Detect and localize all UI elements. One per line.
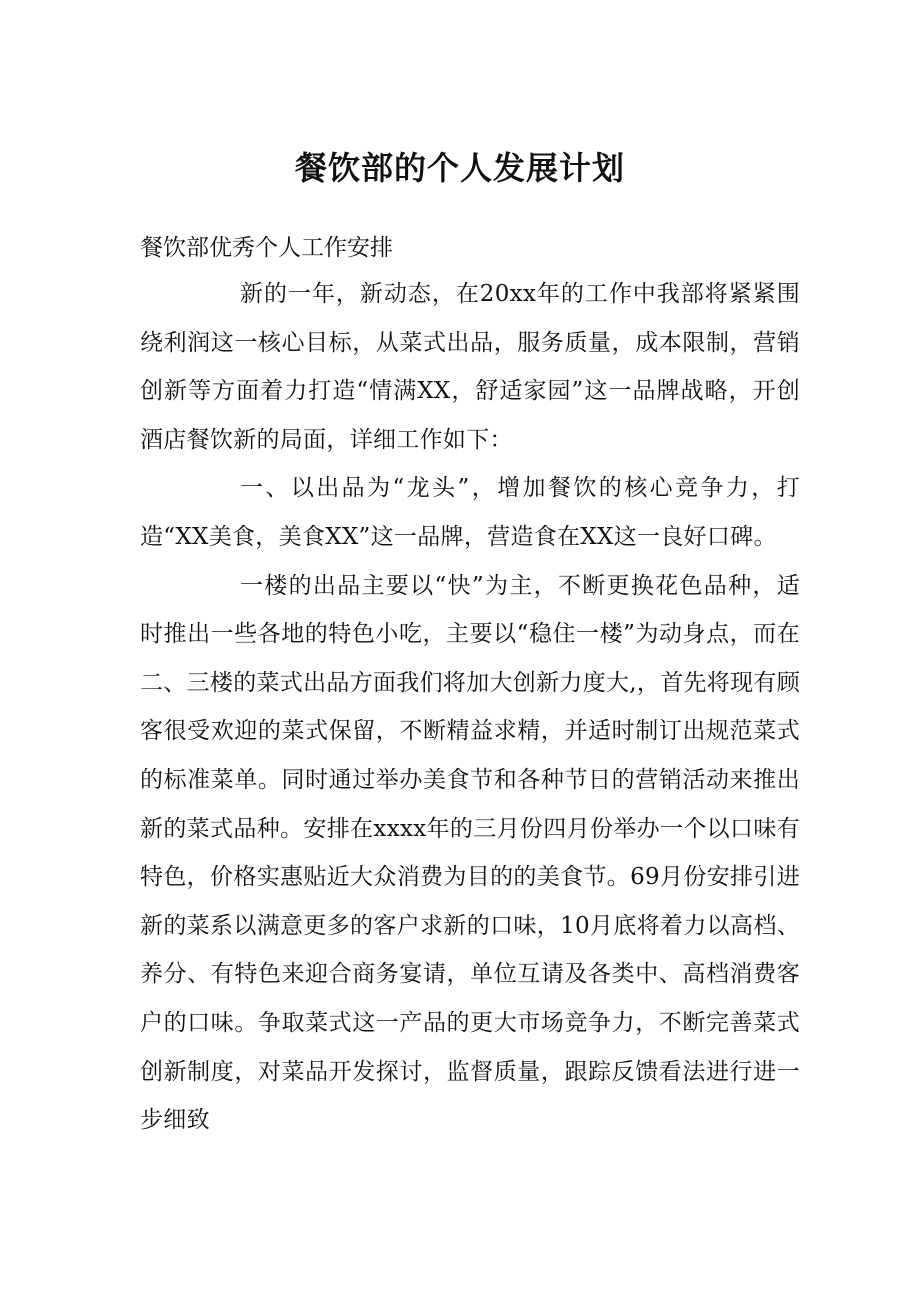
paragraph-section-one: 一、以出品为“龙头”，增加餐饮的核心竞争力，打造“XX美食，美食XX”这一品牌，营造食在XX这一良好口碑。	[140, 475, 800, 550]
document-subtitle: 餐饮部优秀个人工作安排	[140, 235, 393, 261]
paragraph-first-floor: 一楼的出品主要以“快”为主，不断更换花色品种，适时推出一些各地的特色小吃，主要以“稳住一楼”为动身点，而在二、三楼的菜式出品方面我们将加大创新力度大,，首先将现有顾客很受欢迎的菜式保留，不断精益求精，并适时制订出规范菜式的标准菜单。同时通过举办美食节和各种节日的营销活动来推出新的菜式品种。安排在xxxx年的三月份四月份举办一个以口味有特色，价格实惠贴近大众消费为目的的美食节。69月份安排引进新的菜系以满意更多的客户求新的口味，10月底将着力以高档、养分、有特色来迎合商务宴请，单位互请及各类中、高档消费客户的口味。争取菜式这一产品的更大市场竞争力，不断完善菜式创新制度，对菜品开发探讨，监督质量，跟踪反馈看法进行进一步细致	[140, 572, 801, 1134]
document-title: 餐饮部的个人发展计划	[294, 149, 625, 187]
paragraph-intro: 新的一年，新动态，在20xx年的工作中我部将紧紧围绕利润这一核心目标，从菜式出品，服务质量，成本限制，营销创新等方面着力打造“情满XX，舒适家园”这一品牌战略，开创酒店餐饮新的局面，详细工作如下：	[140, 281, 800, 453]
document-body	[140, 270, 800, 1145]
